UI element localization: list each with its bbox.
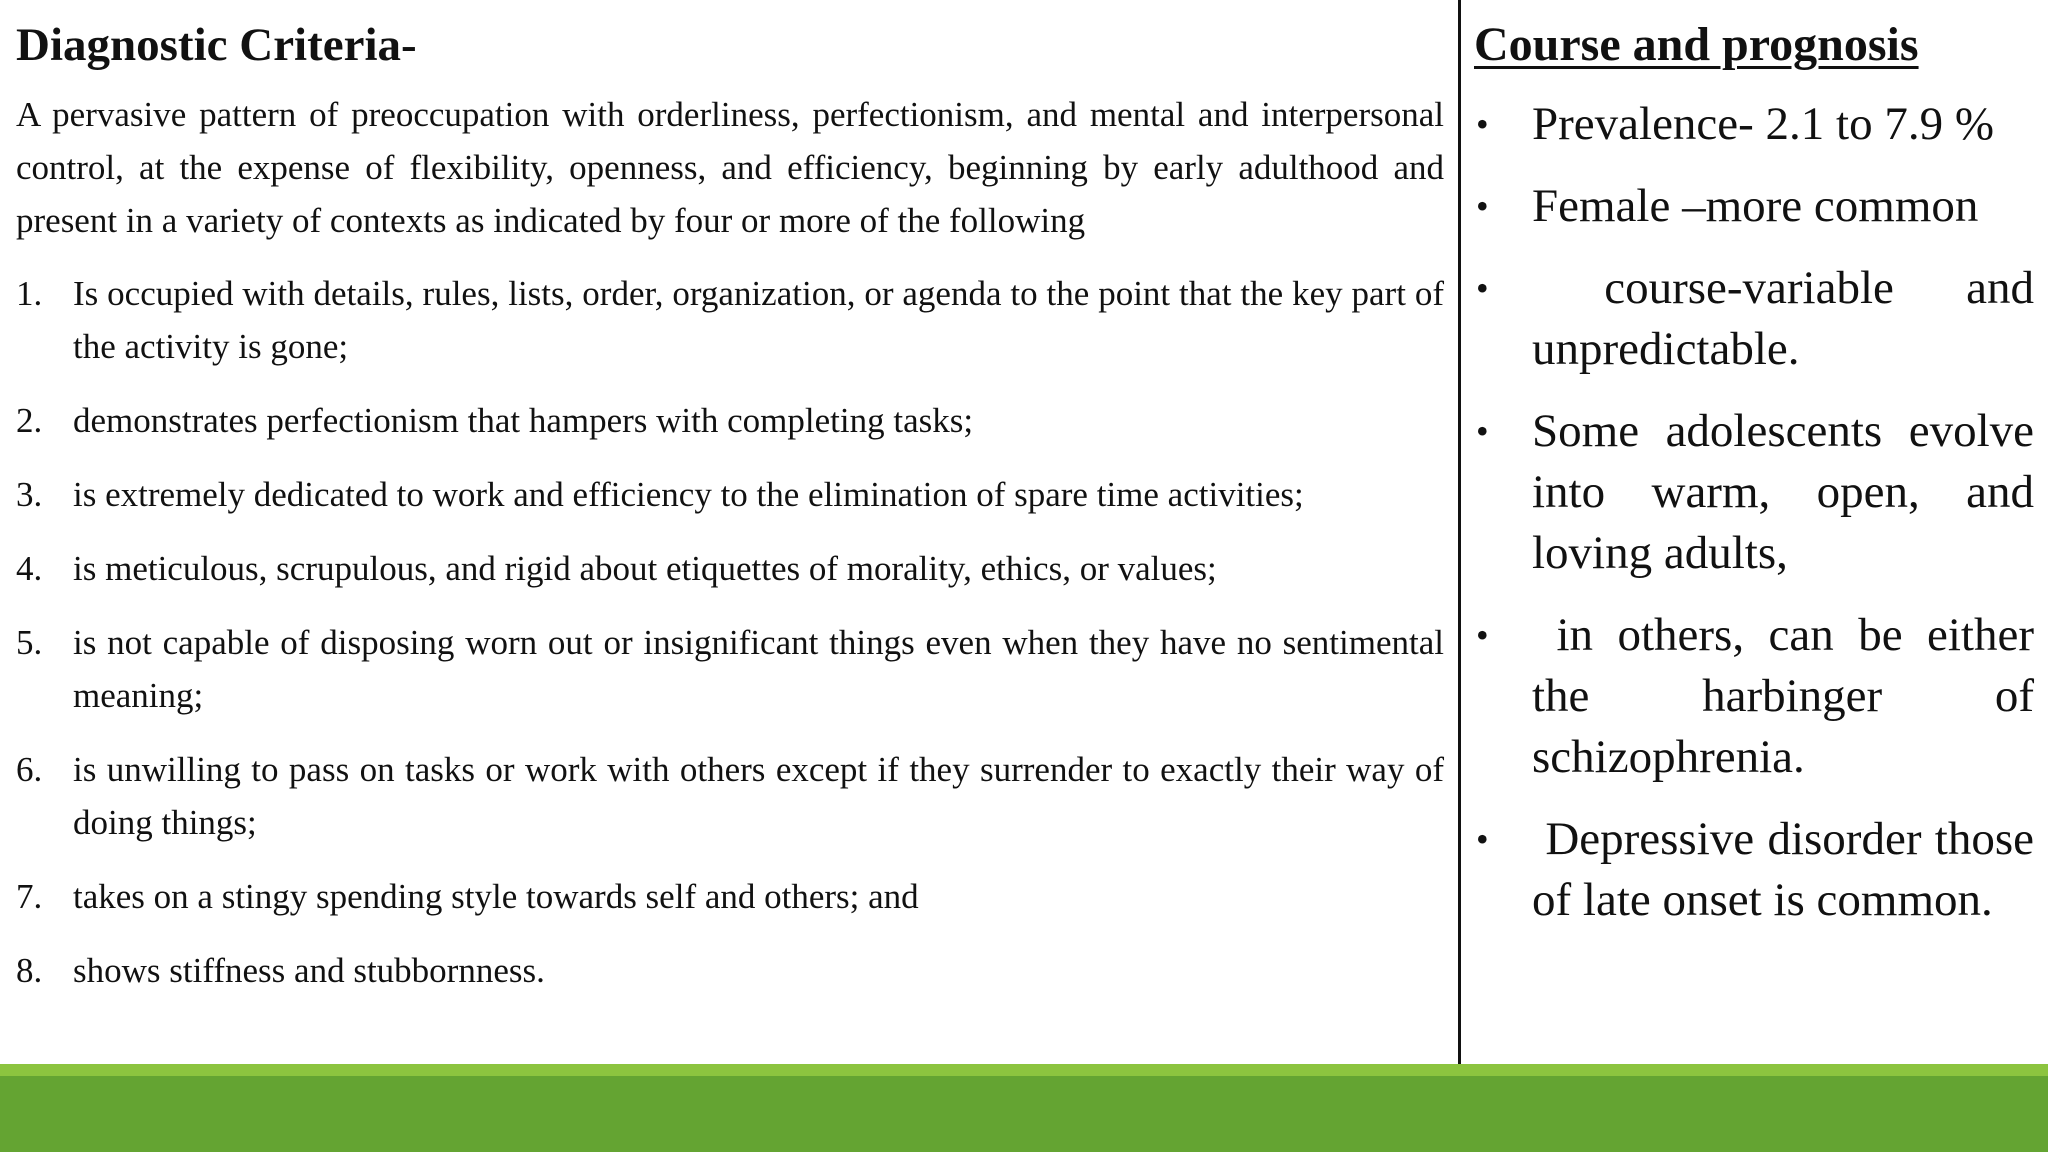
criteria-number: 4. — [16, 549, 43, 588]
bullet-icon: • — [1476, 615, 1489, 655]
criteria-number: 2. — [16, 401, 43, 440]
prognosis-text: Depressive disorder those of late onset is common. — [1532, 813, 2046, 926]
bullet-icon: • — [1476, 268, 1489, 308]
prognosis-item — [1474, 94, 2034, 155]
bullet-icon: • — [1476, 186, 1489, 226]
criteria-number: 5. — [16, 623, 43, 662]
prognosis-list — [1474, 94, 2046, 931]
prognosis-text: Some adolescents evolve into warm, open, and loving adults, — [1532, 405, 2046, 579]
criteria-text: is unwilling to pass on tasks or work with others except if they surrender to exactly their way of doing things; — [73, 750, 1444, 842]
criteria-intro-paragraph: A pervasive pattern of preoccupation with orderliness, perfectionism, and mental and interpersonal control, at the expense of flexibility, openness, and efficiency, beginning by early adulthood and present in a variety of contexts as indicated by four or more of the following — [16, 95, 1444, 240]
prognosis-item — [1474, 605, 2046, 788]
criteria-number: 3. — [16, 475, 43, 514]
prognosis-text: course-variable and unpredictable. — [1532, 262, 2046, 375]
criteria-number: 8. — [16, 951, 43, 990]
criteria-item — [16, 468, 1444, 521]
bullet-icon: • — [1476, 411, 1489, 451]
criteria-text: is meticulous, scrupulous, and rigid about etiquettes of morality, ethics, or values; — [73, 549, 1217, 588]
prognosis-text: in others, can be either the harbinger of schizophrenia. — [1532, 609, 2046, 783]
column-divider — [1458, 0, 1461, 1075]
criteria-item — [16, 616, 1444, 722]
course-prognosis-section — [1474, 14, 2046, 952]
criteria-item — [16, 394, 1444, 447]
criteria-item — [16, 743, 1444, 849]
criteria-text: is extremely dedicated to work and efficiency to the elimination of spare time activities; — [73, 475, 1304, 514]
criteria-number: 1. — [16, 274, 43, 313]
footer-accent-stripe — [0, 1064, 2048, 1076]
criteria-text: shows stiffness and stubbornness. — [73, 951, 545, 990]
criteria-number: 7. — [16, 877, 43, 916]
diagnostic-criteria-heading: Diagnostic Criteria- — [16, 19, 417, 71]
course-prognosis-heading: Course and prognosis — [1474, 18, 1919, 71]
criteria-item — [16, 944, 1444, 997]
criteria-item — [16, 870, 1444, 923]
prognosis-item — [1474, 258, 2046, 380]
criteria-text: Is occupied with details, rules, lists, order, organization, or agenda to the point that the key part of the activity is gone; — [73, 274, 1444, 366]
diagnostic-criteria-section — [16, 14, 1444, 1018]
criteria-text: demonstrates perfectionism that hampers with completing tasks; — [73, 401, 974, 440]
bullet-icon: • — [1476, 819, 1489, 859]
prognosis-text: Female –more common — [1532, 180, 1979, 232]
criteria-list — [16, 267, 1444, 997]
criteria-number: 6. — [16, 750, 43, 789]
criteria-text: takes on a stingy spending style towards self and others; and — [73, 877, 919, 916]
prognosis-item — [1474, 401, 2046, 584]
bullet-icon: • — [1476, 104, 1489, 144]
prognosis-text: Prevalence- 2.1 to 7.9 % — [1532, 98, 1995, 150]
prognosis-item — [1474, 176, 2034, 237]
criteria-text: is not capable of disposing worn out or insignificant things even when they have no sentimental meaning; — [73, 623, 1444, 715]
criteria-item — [16, 267, 1444, 373]
criteria-item — [16, 542, 1444, 595]
prognosis-item — [1474, 809, 2046, 931]
footer-band — [0, 1076, 2048, 1152]
